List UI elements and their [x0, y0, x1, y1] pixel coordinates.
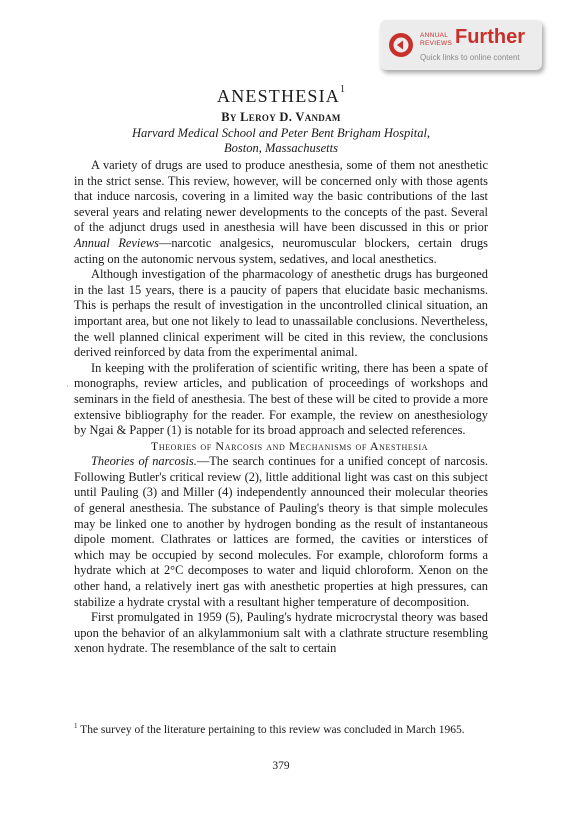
article-body	[74, 158, 488, 657]
paragraph-5: First promulgated in 1959 (5), Pauling's hydrate microcrystal theory was based upon the behavior of an alkylammonium salt with a clathrate structure resembling xenon hydrate. The resemblance of the salt to certain	[74, 610, 488, 656]
title-footnote-mark: 1	[340, 84, 345, 95]
footnote-mark: 1	[74, 722, 78, 730]
title-text: ANESTHESIA	[217, 86, 340, 106]
affiliation-line1: Harvard Medical School and Peter Bent Brigham Hospital,	[131, 126, 431, 140]
margin-mark: ·	[66, 382, 69, 391]
banner-tagline: Quick links to online content	[420, 53, 520, 62]
annual-reviews-further-banner[interactable]	[380, 20, 542, 70]
page-number: 379	[272, 760, 290, 772]
annual-reviews-wordmark	[420, 32, 452, 47]
article-title	[0, 86, 562, 107]
p1-text-a: A variety of drugs are used to produce anesthesia, some of them not anesthetic in the strict sense. This review, however, will be concerned only with those agents that induce narcosis, covering in a limited way the basic contributions of the last several years and relating newer developments to the concepts of the past. Several of the adjunct drugs used in anesthesia will have been discussed in this or prior	[74, 158, 488, 235]
paragraph-2: Although investigation of the pharmacology of anesthetic drugs has burgeoned in the last 15 years, there is a paucity of papers that elucidate basic mechanisms. This is perhaps the result of investigation in the uncontrolled clinical situation, an important area, but one not likely to lead to unassailable conclusions. Nevertheless, the well planned clinical experiment will be cited in this review, the conclusions derived reinforced by data from the experimental animal.	[74, 267, 488, 360]
p4-subhead: Theories of narcosis.	[91, 454, 197, 469]
p1-italic: Annual Reviews	[74, 235, 159, 250]
paragraph-3: In keeping with the proliferation of scientific writing, there has been a spate of monographs, review articles, and publication of proceedings of workshops and seminars in the field of anesthesia. The best of these will be cited to provide a more extensive bibliography for the reader. For example, the review on anesthesiology by Ngai & Papper (1) is notable for its broad approach and selected references.	[74, 360, 488, 438]
p1-text-b: —narcotic analgesics, neuromuscular blockers, certain drugs acting on the autonomic nervous system, sedatives, and local anesthetics.	[74, 235, 488, 266]
section-heading: Theories of Narcosis and Mechanisms of Anesthesia	[150, 438, 429, 453]
annual-reviews-logo-icon	[388, 32, 414, 58]
paragraph-1	[74, 158, 488, 267]
p4-text: —The search continues for a unified concept of narcosis. Following Butler's critical review (2), little additional light was cast on this subject until Pauling (3) and Miller (4) independently announced their molecular theories of general anesthesia. The substance of Pauling's theory is that simple molecules may be linked one to another by hydrogen bonding as the result of instantaneous dipole moment. Clathrates or lattices are formed, the cavities or interstices of which may be occupied by second molecules. For example, chloroform forms a hydrate which at 2°C decomposes to water and liquid chloroform. Xenon on the other hand, a relatively inert gas with anesthetic properties at high pressures, can stabilize a hydrate crystal with a resultant higher temperature of decomposition.	[74, 454, 488, 609]
ar-line1: ANNUAL	[420, 32, 449, 39]
further-label: Further	[455, 26, 525, 48]
paragraph-4	[74, 454, 488, 610]
footnote-text: The survey of the literature pertaining to this review was concluded in March 1965.	[80, 723, 465, 736]
byline: By Leroy D. Vandam	[221, 110, 341, 124]
footnote	[74, 719, 488, 737]
ar-line2: REVIEWS	[420, 39, 453, 47]
affiliation-line2: Boston, Massachusetts	[224, 141, 338, 155]
